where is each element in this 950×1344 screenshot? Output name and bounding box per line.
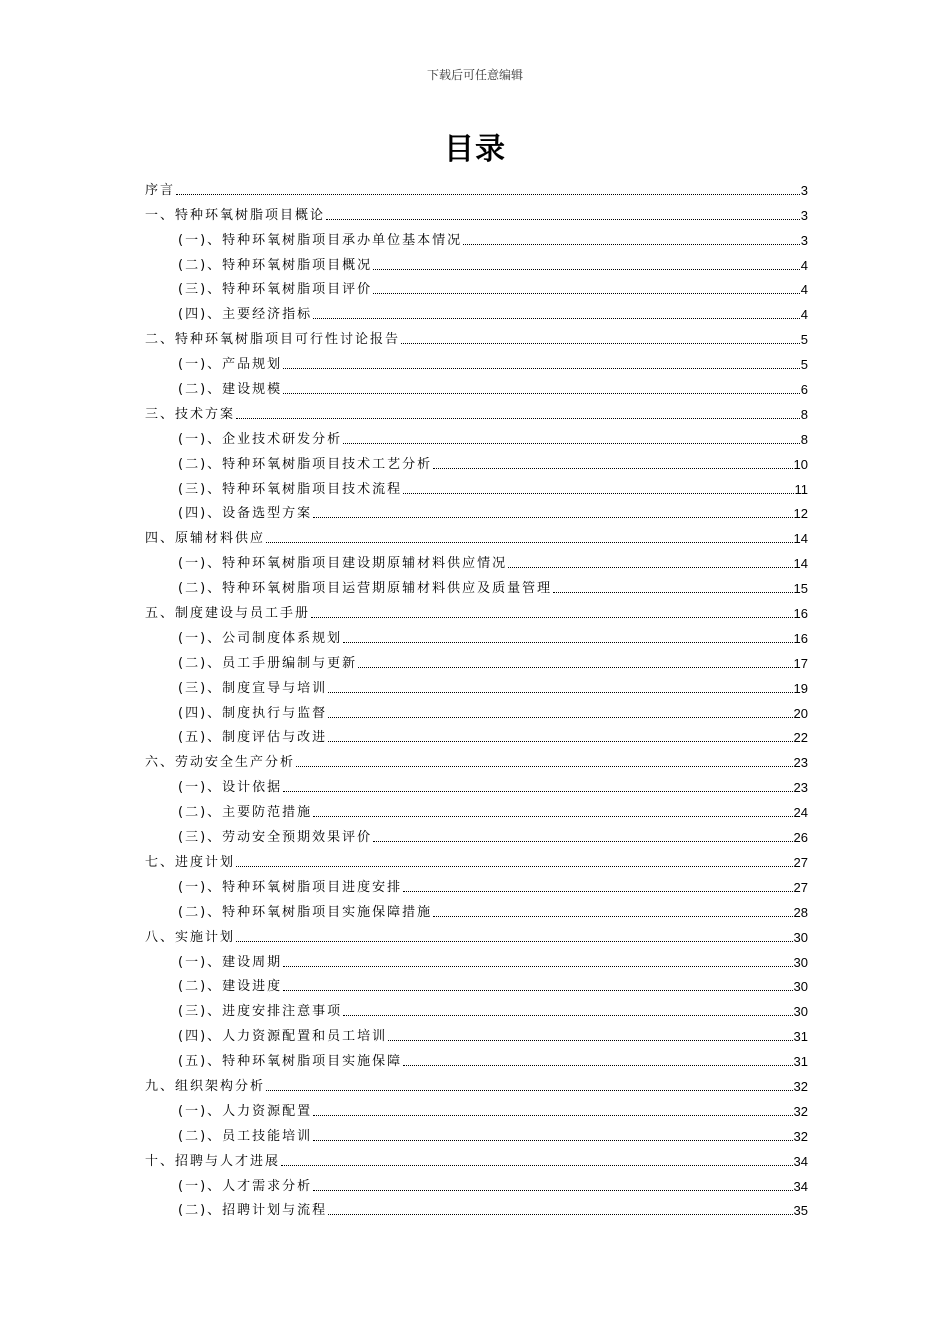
toc-entry-title: (一)、公司制度体系规划	[178, 630, 343, 646]
toc-dot-leader	[296, 766, 793, 767]
toc-section-entry[interactable]	[145, 871, 808, 896]
toc-page-number: 30	[793, 979, 808, 995]
toc-section-entry[interactable]	[145, 946, 808, 971]
toc-section-entry[interactable]	[145, 473, 808, 498]
toc-section-entry[interactable]	[145, 672, 808, 697]
toc-page-number: 20	[793, 705, 808, 721]
toc-entry-title: 七、进度计划	[145, 854, 236, 870]
toc-dot-leader	[313, 318, 800, 319]
toc-section-entry[interactable]	[145, 796, 808, 821]
toc-entry-title: (一)、特种环氧树脂项目进度安排	[178, 879, 403, 895]
toc-dot-leader	[401, 343, 800, 344]
toc-dot-leader	[313, 517, 792, 518]
toc-section-entry[interactable]	[145, 249, 808, 274]
toc-entry-title: (二)、特种环氧树脂项目概况	[178, 257, 373, 273]
toc-section-entry[interactable]	[145, 224, 808, 249]
toc-section-entry[interactable]	[145, 572, 808, 597]
toc-page-number: 3	[800, 182, 808, 198]
toc-dot-leader	[328, 692, 792, 693]
toc-dot-leader	[283, 966, 792, 967]
toc-page-number: 4	[800, 307, 808, 323]
header-note: 下载后可任意编辑	[426, 68, 523, 82]
toc-entry-title: (三)、制度宣导与培训	[178, 680, 328, 696]
toc-dot-leader	[313, 1190, 792, 1191]
toc-dot-leader	[236, 418, 800, 419]
toc-dot-leader	[403, 1065, 792, 1066]
toc-dot-leader	[328, 717, 792, 718]
toc-page-number: 3	[800, 207, 808, 223]
toc-entry-title: 九、组织架构分析	[145, 1078, 266, 1094]
toc-page-number: 28	[793, 904, 808, 920]
toc-section-entry[interactable]	[145, 1195, 808, 1220]
toc-section-entry[interactable]	[145, 1020, 808, 1045]
toc-dot-leader	[343, 443, 800, 444]
toc-entry-title: (二)、主要防范措施	[178, 805, 313, 821]
toc-entry-title: (一)、人才需求分析	[178, 1178, 313, 1194]
toc-section-entry[interactable]	[145, 622, 808, 647]
toc-page-number: 11	[794, 481, 808, 497]
toc-entry-title: (一)、特种环氧树脂项目承办单位基本情况	[178, 232, 463, 248]
toc-dot-leader	[311, 617, 793, 618]
toc-section-entry[interactable]	[145, 448, 808, 473]
toc-entry-title: (二)、特种环氧树脂项目运营期原辅材料供应及质量管理	[178, 581, 553, 597]
toc-page-number: 30	[793, 954, 808, 970]
toc-dot-leader	[463, 244, 800, 245]
toc-entry-title: (二)、员工手册编制与更新	[178, 655, 358, 671]
toc-page-number: 4	[800, 282, 808, 298]
toc-page-number: 23	[793, 780, 808, 796]
toc-section-entry[interactable]	[145, 274, 808, 299]
toc-section-entry[interactable]	[145, 1170, 808, 1195]
toc-entry-title: 八、实施计划	[145, 929, 236, 945]
toc-entry-title: (五)、特种环氧树脂项目实施保障	[178, 1054, 403, 1070]
toc-page-number: 27	[793, 854, 808, 870]
toc-page-number: 17	[793, 655, 808, 671]
toc-dot-leader	[403, 493, 793, 494]
toc-entry-title: (二)、建设进度	[178, 979, 283, 995]
toc-dot-leader	[313, 1140, 792, 1141]
toc-section-entry[interactable]	[145, 647, 808, 672]
toc-page-number: 23	[793, 755, 808, 771]
toc-entry-title: (二)、特种环氧树脂项目实施保障措施	[178, 904, 433, 920]
toc-dot-leader	[508, 567, 792, 568]
toc-page-number: 27	[793, 879, 808, 895]
toc-entry-title: (一)、产品规划	[178, 357, 283, 373]
toc-entry-title: 二、特种环氧树脂项目可行性讨论报告	[145, 332, 401, 348]
toc-section-entry[interactable]	[145, 348, 808, 373]
toc-dot-leader	[328, 1214, 792, 1215]
toc-dot-leader	[373, 841, 792, 842]
toc-section-entry[interactable]	[145, 896, 808, 921]
toc-dot-leader	[403, 891, 792, 892]
toc-dot-leader	[266, 542, 793, 543]
toc-page-number: 30	[793, 1004, 808, 1020]
toc-entry-title: (一)、人力资源配置	[178, 1103, 313, 1119]
toc-entry-title: (三)、特种环氧树脂项目技术流程	[178, 481, 403, 497]
toc-dot-leader	[313, 816, 792, 817]
toc-chapter-entry[interactable]	[145, 522, 808, 547]
toc-section-entry[interactable]	[145, 971, 808, 996]
toc-chapter-entry[interactable]	[145, 746, 808, 771]
toc-page-number: 22	[793, 730, 808, 746]
toc-chapter-entry[interactable]	[145, 398, 808, 423]
toc-entry-title: (四)、人力资源配置和员工培训	[178, 1029, 388, 1045]
toc-dot-leader	[373, 293, 800, 294]
toc-page-number: 4	[800, 257, 808, 273]
toc-page-number: 16	[793, 606, 808, 622]
toc-chapter-entry[interactable]	[145, 597, 808, 622]
toc-page-number: 26	[793, 830, 808, 846]
toc-dot-leader	[283, 990, 792, 991]
toc-page-number: 34	[793, 1178, 808, 1194]
toc-page-number: 12	[793, 506, 808, 522]
toc-dot-leader	[433, 916, 792, 917]
toc-page-number: 14	[793, 531, 808, 547]
toc-dot-leader	[433, 468, 792, 469]
toc-page-number: 14	[793, 556, 808, 572]
toc-entry-title: (一)、建设周期	[178, 954, 283, 970]
toc-entry-title: (一)、特种环氧树脂项目建设期原辅材料供应情况	[178, 556, 508, 572]
toc-page-number: 15	[793, 581, 808, 597]
toc-entry-title: 序言	[145, 182, 176, 198]
toc-chapter-entry[interactable]	[145, 323, 808, 348]
toc-dot-leader	[328, 741, 792, 742]
table-of-contents	[145, 174, 808, 1219]
toc-dot-leader	[313, 1115, 792, 1116]
toc-page-number: 32	[793, 1128, 808, 1144]
toc-dot-leader	[373, 269, 800, 270]
toc-page-number: 35	[793, 1203, 808, 1219]
toc-page-number: 8	[800, 406, 808, 422]
toc-chapter-entry[interactable]	[145, 1070, 808, 1095]
toc-entry-title: (三)、劳动安全预期效果评价	[178, 830, 373, 846]
toc-entry-title: 四、原辅材料供应	[145, 531, 266, 547]
toc-page-number: 5	[800, 357, 808, 373]
toc-page-number: 8	[800, 431, 808, 447]
toc-page-number: 34	[793, 1153, 808, 1169]
toc-entry-title: 三、技术方案	[145, 406, 236, 422]
toc-dot-leader	[283, 791, 792, 792]
toc-entry-title: (二)、员工技能培训	[178, 1128, 313, 1144]
toc-page-number: 32	[793, 1078, 808, 1094]
toc-section-entry[interactable]	[145, 1120, 808, 1145]
toc-section-entry[interactable]	[145, 498, 808, 523]
toc-page-number: 24	[793, 805, 808, 821]
toc-dot-leader	[281, 1165, 793, 1166]
toc-section-entry[interactable]	[145, 547, 808, 572]
toc-dot-leader	[343, 1015, 792, 1016]
toc-page-number: 10	[793, 456, 808, 472]
toc-section-entry[interactable]	[145, 995, 808, 1020]
toc-dot-leader	[326, 219, 800, 220]
toc-entry-title: 十、招聘与人才进展	[145, 1153, 281, 1169]
toc-page-number: 5	[800, 332, 808, 348]
toc-page-number: 31	[793, 1029, 808, 1045]
toc-page-number: 6	[800, 382, 808, 398]
toc-entry-title: (四)、主要经济指标	[178, 307, 313, 323]
toc-dot-leader	[343, 642, 792, 643]
toc-dot-leader	[283, 368, 800, 369]
toc-chapter-entry[interactable]	[145, 846, 808, 871]
toc-entry-title: 六、劳动安全生产分析	[145, 755, 296, 771]
toc-page-number: 16	[793, 630, 808, 646]
toc-chapter-entry[interactable]	[145, 1145, 808, 1170]
toc-title: 目录	[444, 132, 506, 167]
toc-entry-title: (五)、制度评估与改进	[178, 730, 328, 746]
toc-entry-title: (一)、企业技术研发分析	[178, 431, 343, 447]
toc-entry-title: 五、制度建设与员工手册	[145, 606, 311, 622]
toc-dot-leader	[358, 667, 792, 668]
toc-dot-leader	[236, 941, 793, 942]
toc-entry-title: (二)、建设规模	[178, 382, 283, 398]
toc-section-entry[interactable]	[145, 373, 808, 398]
toc-dot-leader	[236, 866, 793, 867]
toc-dot-leader	[388, 1040, 792, 1041]
toc-entry-title: (一)、设计依据	[178, 780, 283, 796]
toc-page-number: 19	[793, 680, 808, 696]
toc-chapter-entry[interactable]	[145, 921, 808, 946]
toc-entry-title: (四)、制度执行与监督	[178, 705, 328, 721]
toc-section-entry[interactable]	[145, 298, 808, 323]
toc-entry-title: (二)、特种环氧树脂项目技术工艺分析	[178, 456, 433, 472]
toc-page-number: 30	[793, 929, 808, 945]
toc-dot-leader	[266, 1090, 793, 1091]
toc-entry-title: (四)、设备选型方案	[178, 506, 313, 522]
toc-section-entry[interactable]	[145, 722, 808, 747]
toc-page-number: 31	[793, 1054, 808, 1070]
toc-section-entry[interactable]	[145, 1095, 808, 1120]
toc-section-entry[interactable]	[145, 1045, 808, 1070]
toc-section-entry[interactable]	[145, 697, 808, 722]
toc-chapter-entry[interactable]	[145, 199, 808, 224]
toc-entry-title: 一、特种环氧树脂项目概论	[145, 207, 326, 223]
toc-dot-leader	[553, 592, 792, 593]
toc-page-number: 32	[793, 1103, 808, 1119]
toc-dot-leader	[283, 393, 800, 394]
toc-entry-title: (三)、特种环氧树脂项目评价	[178, 282, 373, 298]
toc-entry-title: (二)、招聘计划与流程	[178, 1203, 328, 1219]
toc-page-number: 3	[800, 232, 808, 248]
toc-entry-title: (三)、进度安排注意事项	[178, 1004, 343, 1020]
toc-section-entry[interactable]	[145, 771, 808, 796]
toc-section-entry[interactable]	[145, 423, 808, 448]
toc-section-entry[interactable]	[145, 821, 808, 846]
toc-dot-leader	[176, 194, 800, 195]
toc-chapter-entry[interactable]	[145, 174, 808, 199]
